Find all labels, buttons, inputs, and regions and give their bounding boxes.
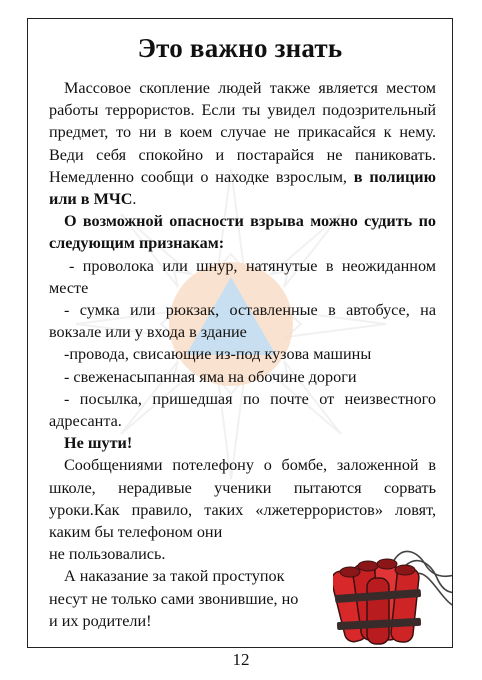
signs-heading: О возможной опасности взрыва можно судить по следующим признакам: xyxy=(49,212,436,253)
page-number: 12 xyxy=(232,650,250,669)
sign-item: -провода, свисающие из-под кузова машины xyxy=(64,345,372,364)
intro-bold-text: в полицию или в МЧС xyxy=(49,167,436,209)
sign-item: - проволока или шнур, натянутые в неожиданном месте xyxy=(49,256,436,297)
joke-heading: Не шути! xyxy=(64,434,133,453)
punishment-paragraph: А наказание за такой проступок несут не только сами звонившие, но и их родители! xyxy=(49,567,299,630)
page-title: Это важно знать xyxy=(137,33,343,63)
dynamite-icon xyxy=(333,534,453,648)
sign-item: - сумка или рюкзак, оставленные в автобусе, на вокзале или у входа в здание xyxy=(49,301,436,342)
prank-call-paragraph-end: не пользовались. xyxy=(49,545,166,564)
page-frame xyxy=(27,18,453,648)
prank-call-paragraph: Сообщениями потелефону о бомбе, заложенной в школе, нерадивые ученики пытаются сорвать уроки.Как правило, таких «лжетеррористов» ловят, каким бы телефоном они xyxy=(49,456,436,542)
sign-item: - свеженасыпанная яма на обочине дороги xyxy=(64,367,357,386)
intro-paragraph: Массовое скопление людей также является местом работы террористов. Если ты увидел подозрительный предмет, то ни в коем случае не прикасайся к нему. Веди себя спокойно и постарайся не паниковать. Немедленно сообщи о находке взрослым, в полицию или в МЧС. xyxy=(49,79,436,209)
sign-item: - посылка, пришедшая по почте от неизвестного адресанта. xyxy=(49,389,436,431)
